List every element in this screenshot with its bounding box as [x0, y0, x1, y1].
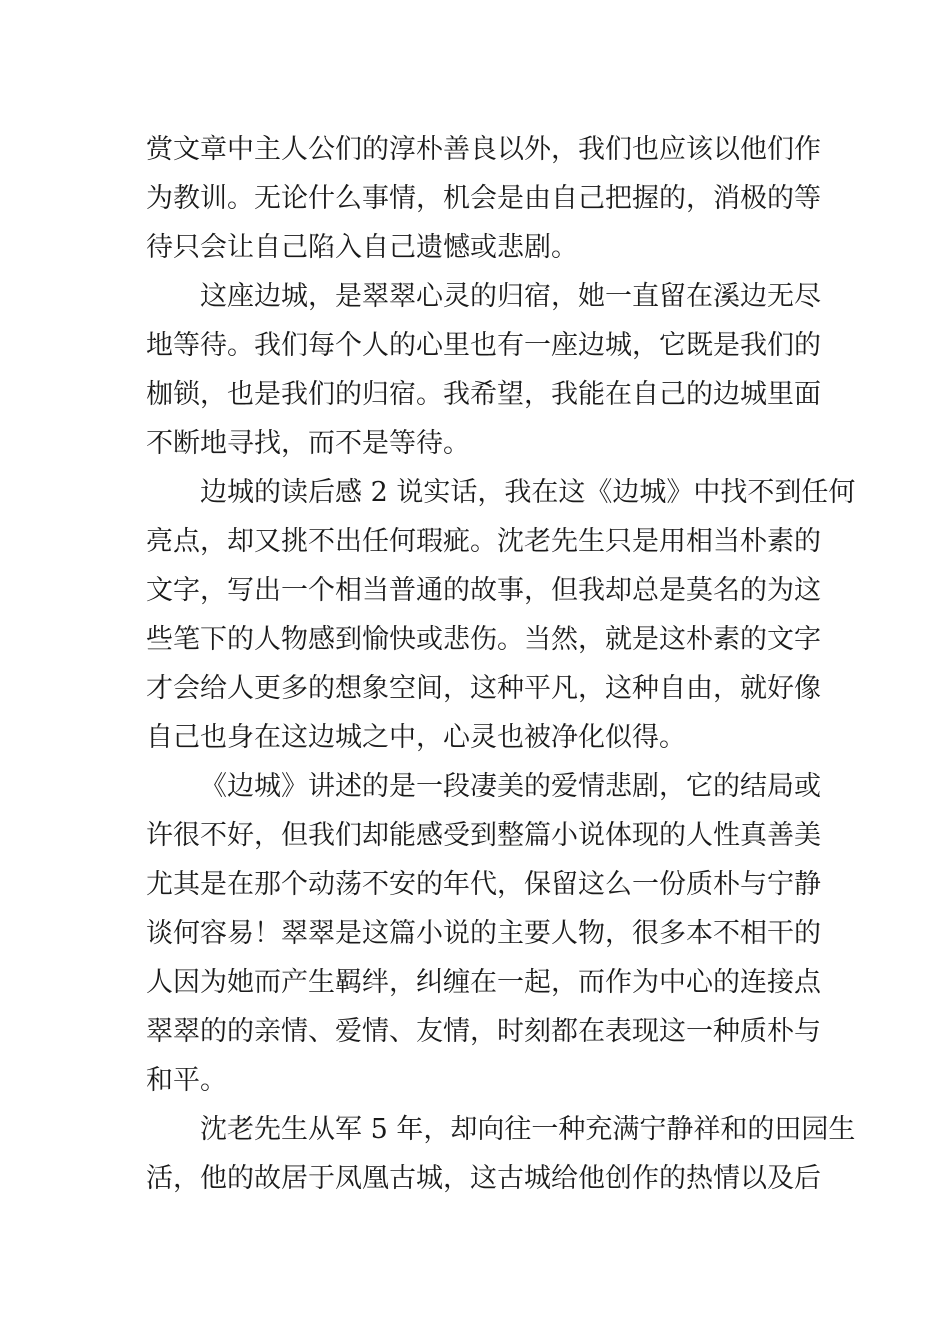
- text-line: 许很不好，但我们却能感受到整篇小说体现的人性真善美: [146, 820, 821, 851]
- text-line: 地等待。我们每个人的心里也有一座边城，它既是我们的: [146, 330, 821, 361]
- text-line: 谈何容易！翠翠是这篇小说的主要人物，很多本不相干的: [146, 918, 821, 949]
- text-line: 《边城》讲述的是一段凄美的爱情悲剧，它的结局或: [200, 771, 821, 802]
- text-line: 亮点，却又挑不出任何瑕疵。沈老先生只是用相当朴素的: [146, 526, 821, 557]
- text-line: 才会给人更多的想象空间，这种平凡，这种自由，就好像: [146, 673, 821, 704]
- text-line: 自己也身在这边城之中，心灵也被净化似得。: [146, 722, 686, 753]
- text-line: 不断地寻找，而不是等待。: [146, 428, 470, 459]
- text-line: 文字，写出一个相当普通的故事，但我却总是莫名的为这: [146, 575, 821, 606]
- text-line: 赏文章中主人公们的淳朴善良以外，我们也应该以他们作: [146, 134, 821, 165]
- document-body: [146, 125, 856, 1203]
- text-line: 这座边城，是翠翠心灵的归宿，她一直留在溪边无尽: [200, 281, 821, 312]
- text-line: 为教训。无论什么事情，机会是由自己把握的，消极的等: [146, 183, 821, 214]
- text-line: 边城的读后感 2 说实话，我在这《边城》中找不到任何: [200, 477, 856, 508]
- text-line: 人因为她而产生羁绊，纠缠在一起，而作为中心的连接点: [146, 967, 821, 998]
- text-line: 些笔下的人物感到愉快或悲伤。当然，就是这朴素的文字: [146, 624, 821, 655]
- paragraph: [146, 762, 821, 1105]
- paragraph: [146, 468, 856, 762]
- text-line: 沈老先生从军 5 年，却向往一种充满宁静祥和的田园生: [200, 1114, 856, 1145]
- text-line: 尤其是在那个动荡不安的年代，保留这么一份质朴与宁静: [146, 869, 821, 900]
- paragraph: [146, 125, 821, 272]
- paragraph: [146, 1105, 856, 1203]
- paragraph: [146, 272, 821, 468]
- text-line: 翠翠的的亲情、爱情、友情，时刻都在表现这一种质朴与: [146, 1016, 821, 1047]
- text-line: 枷锁，也是我们的归宿。我希望，我能在自己的边城里面: [146, 379, 821, 410]
- text-line: 和平。: [146, 1065, 227, 1096]
- text-line: 活，他的故居于凤凰古城，这古城给他创作的热情以及后: [146, 1163, 821, 1194]
- text-line: 待只会让自己陷入自己遗憾或悲剧。: [146, 232, 578, 263]
